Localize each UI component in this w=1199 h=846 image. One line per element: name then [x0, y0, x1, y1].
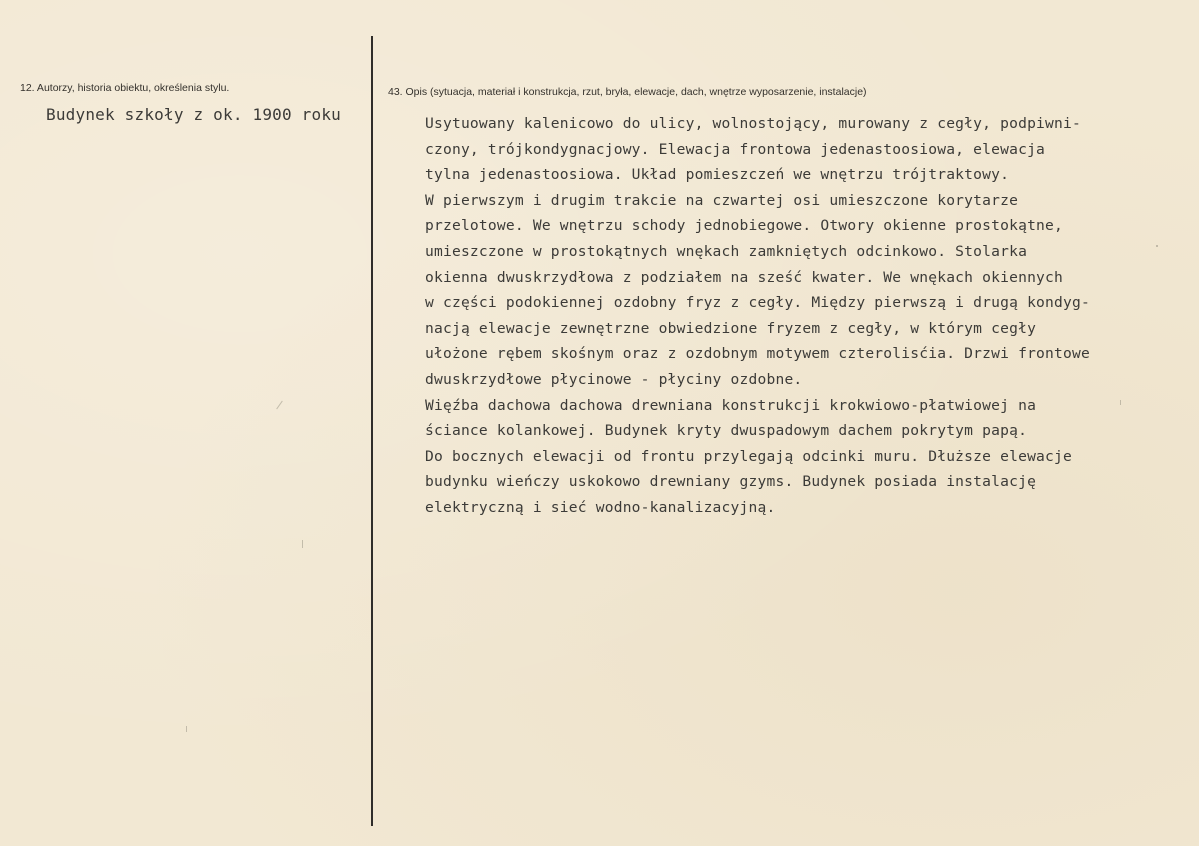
- authors-history-style-value: Budynek szkoły z ok. 1900 roku: [46, 105, 341, 124]
- description-line: okienna dwuskrzydłowa z podziałem na sześć kwater. We wnękach okiennych: [425, 268, 1064, 286]
- description-line: ułożone rębem skośnym oraz z ozdobnym motywem czterolisćia. Drzwi frontowe: [425, 345, 1090, 363]
- description-line: elektryczną i sieć wodno-kanalizacyjną.: [425, 498, 776, 516]
- description-line: przelotowe. We wnętrzu schody jednobiegowe. Otwory okienne prostokątne,: [425, 217, 1064, 235]
- description-line: dwuskrzydłowe płycinowe - płyciny ozdobne.: [425, 370, 803, 388]
- description-line: nacją elewacje zewnętrzne obwiedzione fryzem z cegły, w którym cegły: [425, 319, 1037, 337]
- description-text: [425, 111, 1185, 521]
- paper-speck: [276, 401, 283, 410]
- description-line: tylna jedenastoosiowa. Układ pomieszczeń we wnętrzu trójtraktowy.: [425, 166, 1010, 184]
- paper-speck: [1120, 400, 1121, 405]
- description-line: ściance kolankowej. Budynek kryty dwuspadowym dachem pokrytym papą.: [425, 422, 1028, 440]
- paper-speck: [186, 726, 187, 732]
- paper-speck: [1156, 245, 1158, 247]
- description-line: budynku wieńczy uskokowo drewniany gzyms. Budynek posiada instalację: [425, 473, 1037, 491]
- description-line: czony, trójkondygnacjowy. Elewacja frontowa jedenastoosiowa, elewacja: [425, 140, 1046, 158]
- description-line: w części podokiennej ozdobny fryz z cegły. Między pierwszą i drugą kondyg-: [425, 294, 1090, 312]
- field-label-authors-history-style: 12. Autorzy, historia obiektu, określenia stylu.: [20, 82, 230, 94]
- description-line: W pierwszym i drugim trakcie na czwartej osi umieszczone korytarze: [425, 191, 1019, 209]
- description-line: umieszczone w prostokątnych wnękach zamkniętych odcinkowo. Stolarka: [425, 242, 1028, 260]
- paper-speck: [302, 540, 303, 548]
- field-label-description: 43. Opis (sytuacja, materiał i konstrukcja, rzut, bryła, elewacje, dach, wnętrze wyposarzenie, instalacje): [388, 86, 867, 98]
- description-line: Do bocznych elewacji od frontu przylegają odcinki muru. Dłuższe elewacje: [425, 447, 1073, 465]
- description-line: Usytuowany kalenicowo do ulicy, wolnostojący, murowany z cegły, podpiwni-: [425, 115, 1081, 132]
- column-divider: [371, 36, 373, 826]
- description-line: Więźba dachowa dachowa drewniana konstrukcji krokwiowo-płatwiowej na: [425, 396, 1037, 414]
